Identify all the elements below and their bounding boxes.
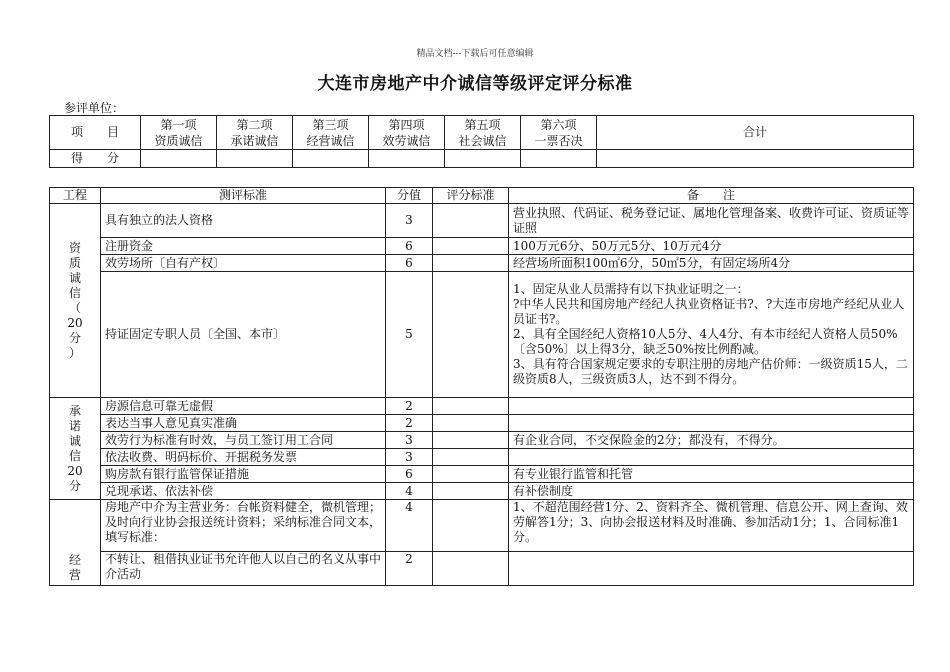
group-label-char: 信 — [68, 285, 81, 300]
rating-cell — [433, 204, 509, 238]
group-label-char: 诚 — [68, 433, 81, 448]
group-label-qualification — [50, 204, 101, 398]
score-cell-6 — [521, 150, 597, 168]
header-rating: 评分标准 — [433, 188, 509, 204]
score-summary-table — [49, 115, 914, 168]
group-label-char: 20 — [67, 463, 83, 478]
table-row — [50, 483, 914, 500]
note-cell: 有专业银行监管和托管 — [509, 466, 914, 483]
note-line: 3、具有符合国家规定要求的专职注册的房地产估价师：一级资质15人，二级资质8人，三级资质3人，达不到不得分。 — [513, 357, 908, 386]
rating-cell — [433, 449, 509, 466]
group-label-char: ） — [68, 345, 81, 360]
document-title: 大连市房地产中介诚信等级评定评分标准 — [317, 74, 633, 94]
rating-cell — [433, 415, 509, 432]
standard-cell: 注册资金 — [101, 238, 386, 255]
summary-item-3: 第三项 经营诚信 — [293, 116, 369, 150]
rating-cell — [433, 432, 509, 449]
group-label-char: 分 — [68, 330, 81, 345]
rating-cell — [433, 238, 509, 255]
rating-cell — [433, 272, 509, 398]
note-cell: 1、不超范围经营1分、2、资料齐全、微机管理、信息公开、网上查询、效劳解答1分；3、向协会报送材料及时准确、参加活动1分；1、合同标准1分。 — [509, 500, 914, 552]
score-cell: 2 — [386, 552, 433, 586]
standard-cell: 房地产中介为主营业务：台帐资料健全，微机管理；及时向行业协会报送统计资料；采纳标准合同文本，填写标准： — [101, 500, 386, 552]
standard-cell: 房源信息可靠无虚假 — [101, 398, 386, 415]
score-cell: 6 — [386, 238, 433, 255]
score-cell: 3 — [386, 432, 433, 449]
participating-unit-label: 参评单位： — [64, 101, 125, 115]
score-cell: 2 — [386, 415, 433, 432]
table-row — [50, 398, 914, 415]
table-row — [50, 500, 914, 552]
score-cell: 4 — [386, 483, 433, 500]
summary-total-label: 合计 — [597, 116, 914, 150]
standard-cell: 具有独立的法人资格 — [101, 204, 386, 238]
standard-cell: 购房款有银行监管保证措施 — [101, 466, 386, 483]
table-row — [50, 415, 914, 432]
group-label-char: 营 — [68, 568, 81, 582]
summary-item-2: 第二项 承诺诚信 — [217, 116, 293, 150]
rating-cell — [433, 466, 509, 483]
group-label-char: （ — [68, 300, 81, 315]
table-row — [50, 255, 914, 272]
group-label-text — [54, 404, 96, 494]
rating-cell — [433, 552, 509, 586]
standard-cell: 持证固定专职人员〔全国、本市〕 — [101, 272, 386, 398]
table-row — [50, 552, 914, 586]
note-line: 1、固定从业人员需持有以下执业证明之一： — [513, 282, 749, 296]
group-label-char: 承 — [68, 403, 81, 418]
score-cell: 3 — [386, 449, 433, 466]
summary-item-4: 第四项 效劳诚信 — [369, 116, 445, 150]
group-label-text — [54, 553, 96, 583]
score-cell-4 — [369, 150, 445, 168]
score-cell: 3 — [386, 204, 433, 238]
group-label-commitment — [50, 398, 101, 500]
table-row — [50, 449, 914, 466]
score-cell-1 — [141, 150, 217, 168]
score-cell-3 — [293, 150, 369, 168]
criteria-table — [49, 187, 914, 586]
summary-item-label: 项 目 — [50, 116, 141, 150]
group-label-char: 诚 — [68, 270, 81, 285]
note-cell — [509, 272, 914, 398]
standard-cell: 效劳场所〔自有产权〕 — [101, 255, 386, 272]
table-row — [50, 272, 914, 398]
group-label-text — [54, 241, 96, 361]
summary-item-1: 第一项 资质诚信 — [141, 116, 217, 150]
group-label-char: 20 — [67, 315, 83, 330]
summary-score-label: 得 分 — [50, 150, 141, 168]
score-cell-2 — [217, 150, 293, 168]
rating-cell — [433, 500, 509, 552]
note-cell: 营业执照、代码证、税务登记证、属地化管理备案、收费许可证、资质证等证照 — [509, 204, 914, 238]
criteria-header-row — [50, 188, 914, 204]
note-cell — [509, 415, 914, 432]
note-cell: 有补偿制度 — [509, 483, 914, 500]
note-line: 2、具有全国经纪人资格10人5分、4人4分、有本市经纪人资格人员50%〔含50%〕以上得3分，缺乏50%按比例酌减。 — [513, 327, 898, 356]
group-label-operation — [50, 500, 101, 586]
summary-header-row — [50, 116, 914, 150]
table-row — [50, 238, 914, 255]
standard-cell: 兑现承诺、依法补偿 — [101, 483, 386, 500]
score-cell: 4 — [386, 500, 433, 552]
standard-cell: 不转让、租借执业证书允许他人以自己的名义从事中介活动 — [101, 552, 386, 586]
score-cell: 2 — [386, 398, 433, 415]
watermark-text: 精品文档---下载后可任意编辑 — [416, 49, 534, 59]
summary-item-5: 第五项 社会诚信 — [445, 116, 521, 150]
score-cell-5 — [445, 150, 521, 168]
note-cell — [509, 398, 914, 415]
note-cell — [509, 552, 914, 586]
rating-cell — [433, 483, 509, 500]
score-cell: 5 — [386, 272, 433, 398]
group-label-char: 诺 — [68, 418, 81, 433]
note-cell: 有企业合同，不交保险金的2分；都没有，不得分。 — [509, 432, 914, 449]
score-cell-total — [597, 150, 914, 168]
group-label-char: 质 — [68, 255, 81, 270]
score-cell: 6 — [386, 466, 433, 483]
note-line: ?中华人民共和国房地产经纪人执业资格证书?、?大连市房地产经纪从业人员证书?。 — [513, 297, 905, 326]
summary-score-row — [50, 150, 914, 168]
standard-cell: 效劳行为标准有时效，与员工签订用工合同 — [101, 432, 386, 449]
header-standard: 测评标准 — [101, 188, 386, 204]
note-cell: 100万元6分、50万元5分、10万元4分 — [509, 238, 914, 255]
summary-item-6: 第六项 一票否决 — [521, 116, 597, 150]
header-note: 备 注 — [509, 188, 914, 204]
note-cell — [509, 449, 914, 466]
group-label-char: 经 — [68, 553, 81, 567]
header-project: 工程 — [50, 188, 101, 204]
score-cell: 6 — [386, 255, 433, 272]
group-label-char: 分 — [68, 478, 81, 493]
table-row — [50, 204, 914, 238]
table-row — [50, 432, 914, 449]
rating-cell — [433, 398, 509, 415]
rating-cell — [433, 255, 509, 272]
header-score: 分值 — [386, 188, 433, 204]
group-label-char: 信 — [68, 448, 81, 463]
note-cell: 经营场所面积100㎡6分，50㎡5分，有固定场所4分 — [509, 255, 914, 272]
standard-cell: 依法收费、明码标价、开据税务发票 — [101, 449, 386, 466]
table-row — [50, 466, 914, 483]
group-label-char: 资 — [68, 240, 81, 255]
standard-cell: 表达当事人意见真实准确 — [101, 415, 386, 432]
